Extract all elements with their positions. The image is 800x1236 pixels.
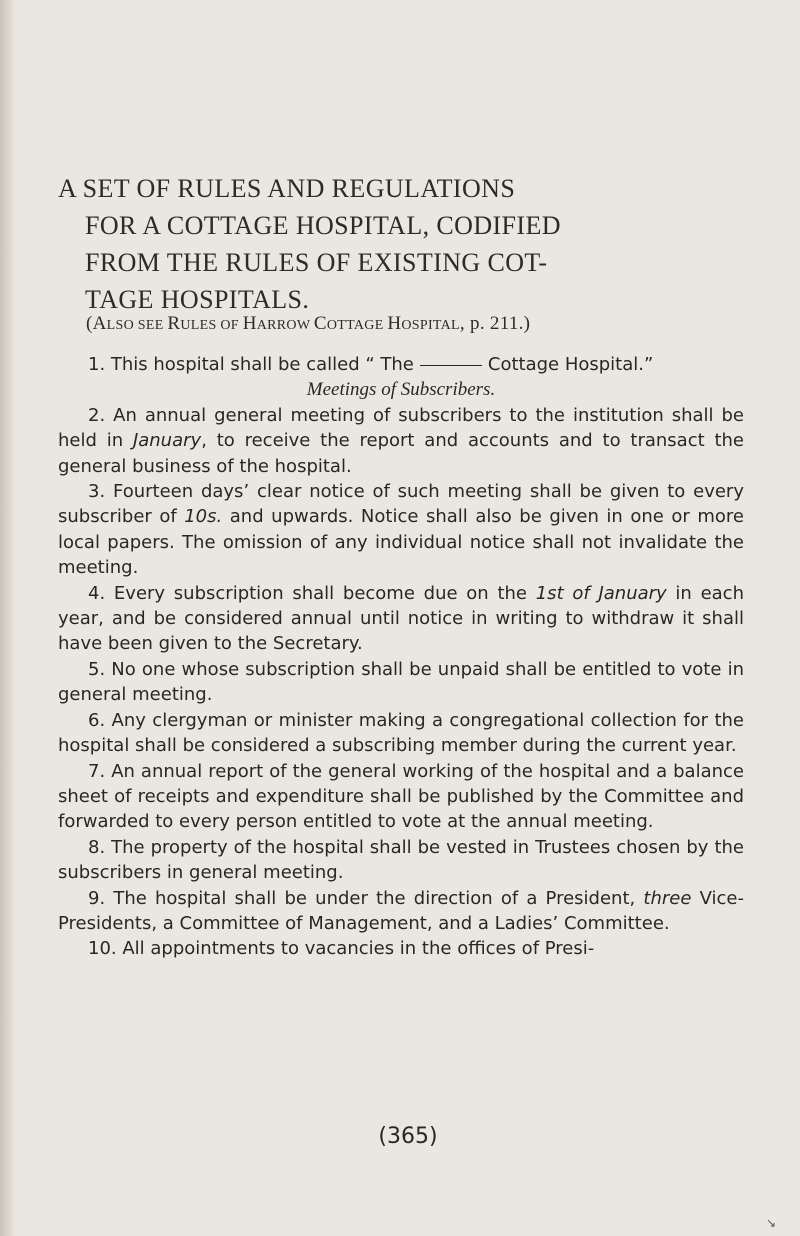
see-also-harrow: ARROW [256,318,314,333]
title-line-3: FROM THE RULES OF EXISTING COT- [85,248,548,277]
see-also-reference [86,313,530,335]
see-also-rules-of: ULES OF [180,318,243,333]
rule-4-italic: 1st of January [535,582,667,604]
rule-4-text-b: in each year, and be considered annual until notice in writing to withdraw it shall have been given to the Secretary. [58,582,744,655]
document-title [58,170,766,318]
rule-3 [58,479,744,581]
rule-1 [58,352,744,377]
see-also-h: H [242,313,257,334]
rule-2-italic: January [132,430,202,452]
rule-4-text-a: 4. Every subscription shall become due on the [88,582,536,604]
rule-1-text-a: 1. This hospital shall be called “ The [88,354,414,375]
rule-3-text-a: 3. Fourteen days’ clear notice of such meeting shall be given to every subscriber of [58,481,744,528]
rule-9 [58,886,744,937]
see-also-page-ref: , p. 211.) [459,313,531,334]
see-also-open: (A [86,313,107,334]
rule-2 [58,403,744,479]
rule-2-text-b: , to receive the report and accounts and to transact the general business of the hospital. [58,430,744,477]
rule-4 [58,581,744,657]
rule-8: 8. The property of the hospital shall be vested in Trustees chosen by the subscribers in general meeting. [58,836,744,884]
rule-5: 5. No one whose subscription shall be unpaid shall be entitled to vote in general meeting. [58,658,744,706]
corner-mark: ↘ [765,1216,776,1230]
book-spine-shadow [0,0,16,1236]
rule-9-text-a: 9. The hospital shall be under the direction of a President, [88,887,644,909]
title-line-4: TAGE HOSPITALS. [85,285,310,314]
title-line-2: FOR A COTTAGE HOSPITAL, CODIFIED [85,211,561,240]
blank-line [420,365,482,366]
see-also-hospital: OSPITAL [401,318,460,333]
see-also-r: R [167,313,181,334]
rule-3-italic: 10s. [184,506,223,528]
page-number: (365) [378,1124,438,1149]
rule-9-italic: three [643,887,692,909]
rules-body [58,352,744,962]
see-also-cottage: OTTAGE [326,318,388,333]
rule-2-text-a: 2. An annual general meeting of subscribers to the institution shall be held in [58,404,744,452]
see-also-c: C [313,313,327,334]
section-heading: Meetings of Subscribers. [306,379,496,401]
rule-3-text-b: and upwards. Notice shall also be given in one or more local papers. The omission of any individual notice shall not invalidate the meeting. [58,506,744,579]
see-also-text: LSO SEE [106,318,168,333]
rule-10: 10. All appointments to vacancies in the offices of Presi- [88,938,595,960]
rule-6: 6. Any clergyman or minister making a congregational collection for the hospital shall be considered a subscribing member during the current year. [58,709,744,757]
rule-9-text-b: Vice-Presidents, a Committee of Management, and a Ladies’ Committee. [58,887,744,934]
rule-1-text-b: Cottage Hospital.” [487,354,654,375]
see-also-h2: H [387,313,402,334]
title-line-1: A SET OF RULES AND REGULATIONS [58,174,516,203]
rule-7: 7. An annual report of the general working of the hospital and a balance sheet of receipts and expenditure shall be published by the Committee and forwarded to every person entitled to vote at the annual meeting. [58,760,744,833]
